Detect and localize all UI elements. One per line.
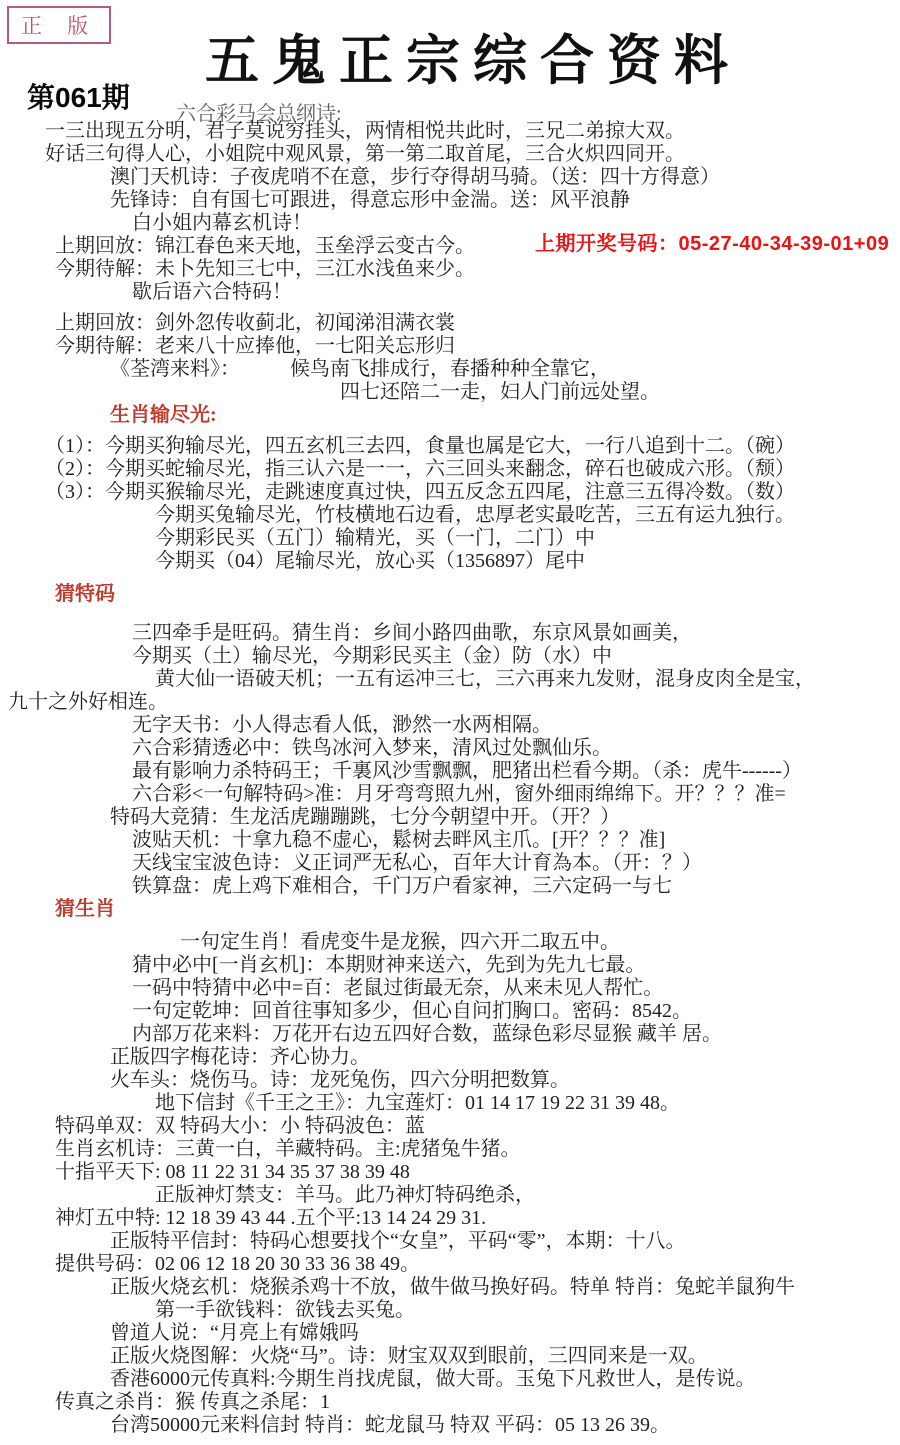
line-text: 正版神灯禁支：羊马。此乃神灯特码绝杀， bbox=[155, 1184, 535, 1206]
line-text: 澳门天机诗：子夜虎哨不在意，步行夺得胡马骑。（送：四十方得意） bbox=[110, 166, 720, 188]
line-text: 好话三句得人心，小姐院中观风景，第一第二取首尾，三合火炽四同开。 bbox=[45, 143, 685, 165]
line-text: 地下信封《千王之王》：九宝莲灯：01 14 17 19 22 31 39 48。 bbox=[155, 1092, 680, 1114]
text-line bbox=[0, 1253, 900, 1276]
text-line bbox=[0, 458, 900, 481]
text-line bbox=[0, 527, 900, 550]
line-text: 今期彩民买（五门）输精光，买（一门，二门）中 bbox=[155, 527, 595, 549]
text-line bbox=[0, 875, 900, 898]
line-text: 香港6000元传真料:今期生肖找虎鼠，做大哥。玉兔下凡救世人，是传说。 bbox=[110, 1368, 756, 1390]
text-line bbox=[0, 1391, 900, 1414]
line-text: 第一手欲钱料：欲钱去买兔。 bbox=[155, 1299, 415, 1321]
line-text: 猜生肖 bbox=[55, 898, 115, 920]
line-text: 内部万花来料：万花开右边五四好合数，蓝绿色彩尽显猴 藏羊 居。 bbox=[132, 1023, 722, 1045]
text-line bbox=[0, 212, 900, 235]
text-line bbox=[0, 358, 900, 381]
line-text: 三四牵手是旺码。猜生肖：乡间小路四曲歌，东京风景如画美， bbox=[132, 622, 692, 644]
line-text: （2）：今期买蛇输尽光，指三认六是一一，六三回头来翻念，碎石也破成六形。（颓） bbox=[45, 458, 795, 480]
text-line bbox=[0, 335, 900, 358]
text-line bbox=[0, 931, 900, 954]
text-line bbox=[0, 622, 900, 645]
text-line bbox=[0, 714, 900, 737]
document-lines bbox=[0, 120, 900, 1437]
text-line bbox=[0, 1115, 900, 1138]
line-text: （1）：今期买狗输尽光，四五玄机三去四，食量也属是它大，一行八追到十二。（碗） bbox=[45, 435, 795, 457]
text-line bbox=[0, 1276, 900, 1299]
line-text: 十指平天下: 08 11 22 31 34 35 37 38 39 48 bbox=[55, 1161, 410, 1183]
text-line bbox=[0, 852, 900, 875]
text-line bbox=[0, 806, 900, 829]
line-text: 黄大仙一语破天机；一五有运冲三七，三六再来九发财，混身皮肉全是宝， bbox=[155, 668, 815, 690]
line-text: 正版特平信封：特码心想要找个“女皇”，平码“零”，本期：十八。 bbox=[110, 1230, 686, 1252]
text-line bbox=[0, 1345, 900, 1368]
authentic-stamp bbox=[7, 6, 111, 44]
line-text: 今期待解：未卜先知三七中，三江水浅鱼来少。 bbox=[55, 258, 475, 280]
line-text: 上期回放：锦江春色来天地，玉垒浮云变古今。 bbox=[55, 235, 475, 257]
text-line bbox=[0, 1069, 900, 1092]
text-line bbox=[0, 312, 900, 335]
line-text: 正版四字梅花诗：齐心协力。 bbox=[110, 1046, 370, 1068]
text-line bbox=[0, 281, 900, 304]
text-line bbox=[0, 668, 900, 691]
text-line bbox=[0, 1161, 900, 1184]
page-title: 五鬼正宗综合资料 bbox=[205, 31, 741, 91]
text-line bbox=[0, 1000, 900, 1023]
line-text: 无字天书：小人得志看人低，渺然一水两相隔。 bbox=[132, 714, 552, 736]
line-text: 一码中特猜中必中=百：老鼠过街最无奈，从来未见人帮忙。 bbox=[132, 977, 664, 999]
text-line bbox=[0, 829, 900, 852]
line-text: 今期买（04）尾输尽光，放心买（1356897）尾中 bbox=[155, 550, 585, 572]
line-text: 白小姐内幕玄机诗！ bbox=[132, 212, 312, 234]
line-text: 波贴天机：十拿九稳不虚心，鬆树去畔风主爪。[开？？？准] bbox=[132, 829, 666, 851]
text-line bbox=[0, 1046, 900, 1069]
text-line bbox=[0, 1299, 900, 1322]
section-heading bbox=[0, 583, 900, 606]
line-text: 一三出现五分明，君子莫说穷挂头，两情相悦共此时，三兄二弟掠大双。 bbox=[45, 120, 685, 142]
text-line bbox=[0, 760, 900, 783]
line-text: 今期买（土）输尽光，今期彩民买主（金）防（水）中 bbox=[132, 645, 612, 667]
line-text: 特码单双：双 特码大小：小 特码波色：蓝 bbox=[55, 1115, 425, 1137]
line-text: 上期回放：剑外忽传收蓟北，初闻涕泪满衣裳 bbox=[55, 312, 455, 334]
text-line bbox=[0, 550, 900, 573]
line-text: 猜特码 bbox=[55, 583, 115, 605]
line-text: 天线宝宝波色诗：义正词严无私心，百年大计育為本。（开：？） bbox=[132, 852, 702, 874]
line-text: 传真之杀肖：猴 传真之杀尾：1 bbox=[55, 1391, 330, 1413]
text-line bbox=[0, 1322, 900, 1345]
text-line bbox=[0, 1414, 900, 1437]
line-text: 台湾50000元来料信封 特肖：蛇龙鼠马 特双 平码：05 13 26 39。 bbox=[110, 1414, 670, 1436]
text-line bbox=[0, 435, 900, 458]
line-text: 提供号码：02 06 12 18 20 30 33 36 38 49。 bbox=[55, 1253, 420, 1275]
text-line bbox=[0, 166, 900, 189]
line-text: 歇后语六合特码！ bbox=[132, 281, 292, 303]
text-line bbox=[0, 481, 900, 504]
text-line bbox=[0, 504, 900, 527]
stamp-label: 正 版 bbox=[21, 14, 99, 38]
text-line bbox=[0, 1092, 900, 1115]
line-text: 猜中必中[一肖玄机]：本期财神来送六，先到为先九七最。 bbox=[132, 954, 646, 976]
line-text: 曾道人说：“月亮上有嫦娥吗 bbox=[110, 1322, 359, 1344]
text-line bbox=[0, 1368, 900, 1391]
line-text: 正版火烧图解：火烧“马”。诗：财宝双双到眼前，三四同来是一双。 bbox=[110, 1345, 708, 1367]
line-text: 六合彩<一句解特码>准：月牙弯弯照九州，窗外细雨绵绵下。开？？？准= bbox=[132, 783, 786, 805]
text-line bbox=[0, 381, 900, 404]
line-text: 《荃湾来料》： 候鸟南飞排成行，春播种种全靠它， bbox=[110, 358, 610, 380]
line-text: 六合彩猜透必中：铁鸟冰河入梦来，清风过处飘仙乐。 bbox=[132, 737, 612, 759]
text-line bbox=[0, 235, 900, 258]
line-text: 正版火烧玄机：烧猴杀鸡十不放，做牛做马换好码。特单 特肖：兔蛇羊鼠狗牛 bbox=[110, 1276, 795, 1298]
text-line bbox=[0, 120, 900, 143]
text-line bbox=[0, 1230, 900, 1253]
text-line bbox=[0, 977, 900, 1000]
text-line bbox=[0, 737, 900, 760]
line-text: 一句定生肖！看虎变牛是龙猴，四六开二取五中。 bbox=[180, 931, 620, 953]
line-text: 四七还陪二一走，妇人门前远处望。 bbox=[340, 381, 660, 403]
line-text: （3）：今期买猴输尽光，走跳速度真过快，四五反念五四尾，注意三五得冷数。（数） bbox=[45, 481, 795, 503]
text-line bbox=[0, 143, 900, 166]
line-text: 一句定乾坤：回首往事知多少，但心自问扪胸口。密码：8542。 bbox=[132, 1000, 692, 1022]
text-line bbox=[0, 645, 900, 668]
line-text: 生肖输尽光: bbox=[110, 404, 217, 426]
text-line bbox=[0, 691, 900, 714]
section-heading bbox=[0, 898, 900, 921]
line-text: 先锋诗：自有国七可跟进，得意忘形中金湍。送：风平浪静 bbox=[110, 189, 630, 211]
line-text: 九十之外好相连。 bbox=[8, 691, 168, 713]
text-line bbox=[0, 1023, 900, 1046]
series-subtitle: 六合彩马会总纲诗: bbox=[176, 103, 342, 125]
line-text: 今期待解：老来八十应捧他，一七阳关忘形归 bbox=[55, 335, 455, 357]
prev-draw-numbers: 上期开奖号码：05-27-40-34-39-01+09 bbox=[535, 233, 890, 255]
text-line bbox=[0, 258, 900, 281]
text-line bbox=[0, 783, 900, 806]
line-text: 生肖玄机诗：三黄一白，羊藏特码。主:虎猪兔牛猪。 bbox=[55, 1138, 521, 1160]
issue-number: 第061期 bbox=[27, 82, 130, 113]
line-text: 今期买兔输尽光，竹枝横地石边看，忠厚老实最吃苦，三五有运九独行。 bbox=[155, 504, 795, 526]
text-line bbox=[0, 1207, 900, 1230]
line-text: 神灯五中特: 12 18 39 43 44 .五个平:13 14 24 29 31. bbox=[55, 1207, 487, 1229]
section-heading bbox=[0, 404, 900, 427]
line-text: 铁算盘：虎上鸡下难相合，千门万户看家神，三六定码一与七 bbox=[132, 875, 672, 897]
line-text: 火车头：烧伤马。诗：龙死兔伤，四六分明把数算。 bbox=[110, 1069, 570, 1091]
text-line bbox=[0, 1138, 900, 1161]
line-text: 特码大竞猜：生龙活虎蹦蹦跳，七分今朝望中开。（开？） bbox=[110, 806, 620, 828]
text-line bbox=[0, 954, 900, 977]
line-text: 最有影响力杀特码王；千裏风沙雪飘飘，肥猪出栏看今期。（杀：虎牛------） bbox=[132, 760, 802, 782]
text-line bbox=[0, 1184, 900, 1207]
text-line bbox=[0, 189, 900, 212]
